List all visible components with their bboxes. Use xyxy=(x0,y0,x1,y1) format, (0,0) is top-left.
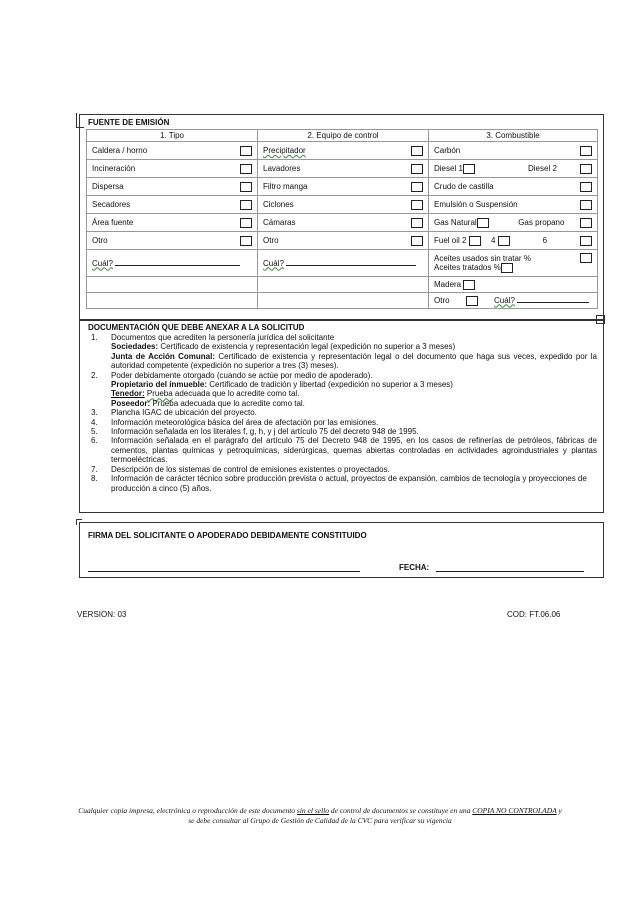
list-item: Sociedades: Certificado de existencia y representación legal (expedición no superior a 3 meses) xyxy=(111,342,456,352)
tipo-label: Otro xyxy=(92,236,108,245)
footer-disclaimer: Cualquier copia impresa, electrónica o reproducción de este documento sin el sello de control de documentos se constituye en una COPIA NO CONTROLADA y se debe consultar al Grupo de Gestión de Calidad de la CVC para verificar su vigencia xyxy=(78,806,562,825)
tipo-checkbox[interactable] xyxy=(240,200,252,210)
fuente-emision-table xyxy=(86,129,598,309)
combustible-fuel-6-label: 6 xyxy=(542,236,548,245)
cual-label: Cuál? xyxy=(92,258,113,268)
list-item: Junta de Acción Comunal: Certificado de existencia y representación legal o del documento que haga sus veces, expedido por la autoridad competente (expedición no superior a tres (3) meses). xyxy=(111,351,597,371)
cod-label: COD: FT.06.06 xyxy=(507,610,561,619)
combustible-otro-checkbox[interactable] xyxy=(466,296,478,306)
cual-label: Cuál? xyxy=(263,258,284,268)
list-item: 6. Información señalada en el parágrafo del artículo 75 del Decreto 948 de 1995, en los casos de refinerías de petróleos, fábricas de cementos, plantas químicas y petroquímicas, siderúrgicas, quemas abiertas controladas en actividades agroindustriales y plantas termoeléctricas. xyxy=(91,436,597,465)
combustible-cual-label: Cuál? xyxy=(494,295,515,305)
corner-mark xyxy=(76,113,84,128)
combustible-aceites-sin-checkbox[interactable] xyxy=(580,253,592,263)
list-item: 8. Información de carácter técnico sobre producción prevista o actual, proyectos de expansión, cambios de tecnología y proyecciones de producción a cinco (5) años. xyxy=(91,474,587,493)
tipo-checkbox[interactable] xyxy=(240,182,252,192)
equipo-label: Precipitador xyxy=(263,146,306,155)
combustible-aceites-tratados-label: Aceites tratados % xyxy=(434,263,501,273)
combustible-gas-propano-label: Gas propano xyxy=(518,218,565,227)
cual-input[interactable] xyxy=(286,265,416,266)
tipo-checkbox[interactable] xyxy=(240,236,252,246)
combustible-emulsion-label: Emulsión o Suspensión xyxy=(434,200,518,209)
tipo-label: Área fuente xyxy=(92,218,134,227)
version-label: VERSION: 03 xyxy=(77,610,127,619)
fuente-emision-title: FUENTE DE EMISIÓN xyxy=(88,118,170,127)
corner-mark xyxy=(596,315,605,324)
combustible-gas-natural-label: Gas Natural xyxy=(434,217,477,227)
tipo-label: Incineración xyxy=(92,164,136,173)
combustible-fuel-4-label: 4 xyxy=(490,235,496,245)
equipo-checkbox[interactable] xyxy=(411,164,423,174)
equipo-label: Cámaras xyxy=(263,218,296,227)
list-item: 1. Documentos que acrediten la personería jurídica del solicitante xyxy=(91,333,335,342)
equipo-checkbox[interactable] xyxy=(411,200,423,210)
combustible-madera-label: Madera xyxy=(434,279,462,289)
list-item: 5. Información señalada en los literales f, g, h, y j del artículo 75 del decreto 948 de 1995. xyxy=(91,427,419,437)
equipo-label: Otro xyxy=(263,236,279,245)
combustible-gas-propano-checkbox[interactable] xyxy=(580,218,592,228)
combustible-fuel-oil-4-checkbox[interactable] xyxy=(498,236,510,246)
list-item: 3. Plancha IGAC de ubicación del proyecto. xyxy=(91,408,257,418)
equipo-checkbox[interactable] xyxy=(411,218,423,228)
combustible-carbon-label: Carbón xyxy=(434,146,461,155)
documentacion-title: DOCUMENTACIÓN QUE DEBE ANEXAR A LA SOLICITUD xyxy=(88,323,305,332)
list-item: Tenedor: Prueba adecuada que lo acredite como tal. xyxy=(111,389,300,399)
combustible-diesel1-label: Diesel 1 xyxy=(434,163,463,173)
col-tipo-header: 1. Tipo xyxy=(87,130,258,142)
fecha-label: FECHA: xyxy=(399,563,430,572)
cual-input[interactable] xyxy=(115,265,240,266)
combustible-diesel2-checkbox[interactable] xyxy=(580,164,592,174)
combustible-madera-checkbox[interactable] xyxy=(463,280,475,290)
equipo-label: Filtro manga xyxy=(263,182,308,191)
combustible-fuel-oil-6-checkbox[interactable] xyxy=(580,236,592,246)
tipo-checkbox[interactable] xyxy=(240,164,252,174)
combustible-carbon-checkbox[interactable] xyxy=(580,146,592,156)
combustible-aceites-tratados-checkbox[interactable] xyxy=(501,263,513,273)
combustible-diesel2-label: Diesel 2 xyxy=(528,164,557,173)
combustible-diesel1-checkbox[interactable] xyxy=(463,164,475,174)
combustible-aceites-sin-label: Aceites usados sin tratar % xyxy=(434,253,531,263)
combustible-fuel-oil-label: Fuel oil 2 xyxy=(434,235,467,245)
tipo-checkbox[interactable] xyxy=(240,218,252,228)
combustible-fuel-oil-2-checkbox[interactable] xyxy=(469,236,481,246)
combustible-crudo-checkbox[interactable] xyxy=(580,182,592,192)
list-item: Propietario del inmueble: Certificado de tradición y libertad (expedición no superior a 3 meses) xyxy=(111,380,453,390)
list-item: 4. Información meteorológica básica del área de afectación por las emisiones. xyxy=(91,417,379,427)
list-item: 7. Descripción de los sistemas de control de emisiones existentes o proyectados. xyxy=(91,464,390,474)
firma-signature-line[interactable] xyxy=(88,571,360,572)
list-item: Poseedor: Prueba adecuada que lo acredite como tal. xyxy=(111,398,305,408)
equipo-checkbox[interactable] xyxy=(411,182,423,192)
combustible-otro-label: Otro xyxy=(434,295,450,305)
col-equipo-header: 2. Equipo de control xyxy=(258,130,429,142)
tipo-label: Dispersa xyxy=(92,182,124,191)
combustible-cual-input[interactable] xyxy=(517,302,589,303)
documentacion-list xyxy=(91,333,597,493)
equipo-label: Ciclones xyxy=(263,200,294,209)
fecha-input[interactable] xyxy=(436,571,584,572)
list-item: 2. Poder debidamente otorgado (cuando se actúe por medio de apoderado). xyxy=(91,370,373,380)
firma-title: FIRMA DEL SOLICITANTE O APODERADO DEBIDAMENTE CONSTITUIDO xyxy=(88,531,367,540)
equipo-label: Lavadores xyxy=(263,164,301,173)
combustible-emulsion-checkbox[interactable] xyxy=(580,200,592,210)
col-combustible-header: 3. Combustible xyxy=(429,130,598,142)
combustible-gas-natural-checkbox[interactable] xyxy=(477,218,489,228)
equipo-checkbox[interactable] xyxy=(411,236,423,246)
tipo-label: Secadores xyxy=(92,200,131,209)
tipo-checkbox[interactable] xyxy=(240,146,252,156)
tipo-label: Caldera / horno xyxy=(92,146,148,155)
combustible-crudo-label: Crudo de castilla xyxy=(434,182,494,191)
equipo-checkbox[interactable] xyxy=(411,146,423,156)
